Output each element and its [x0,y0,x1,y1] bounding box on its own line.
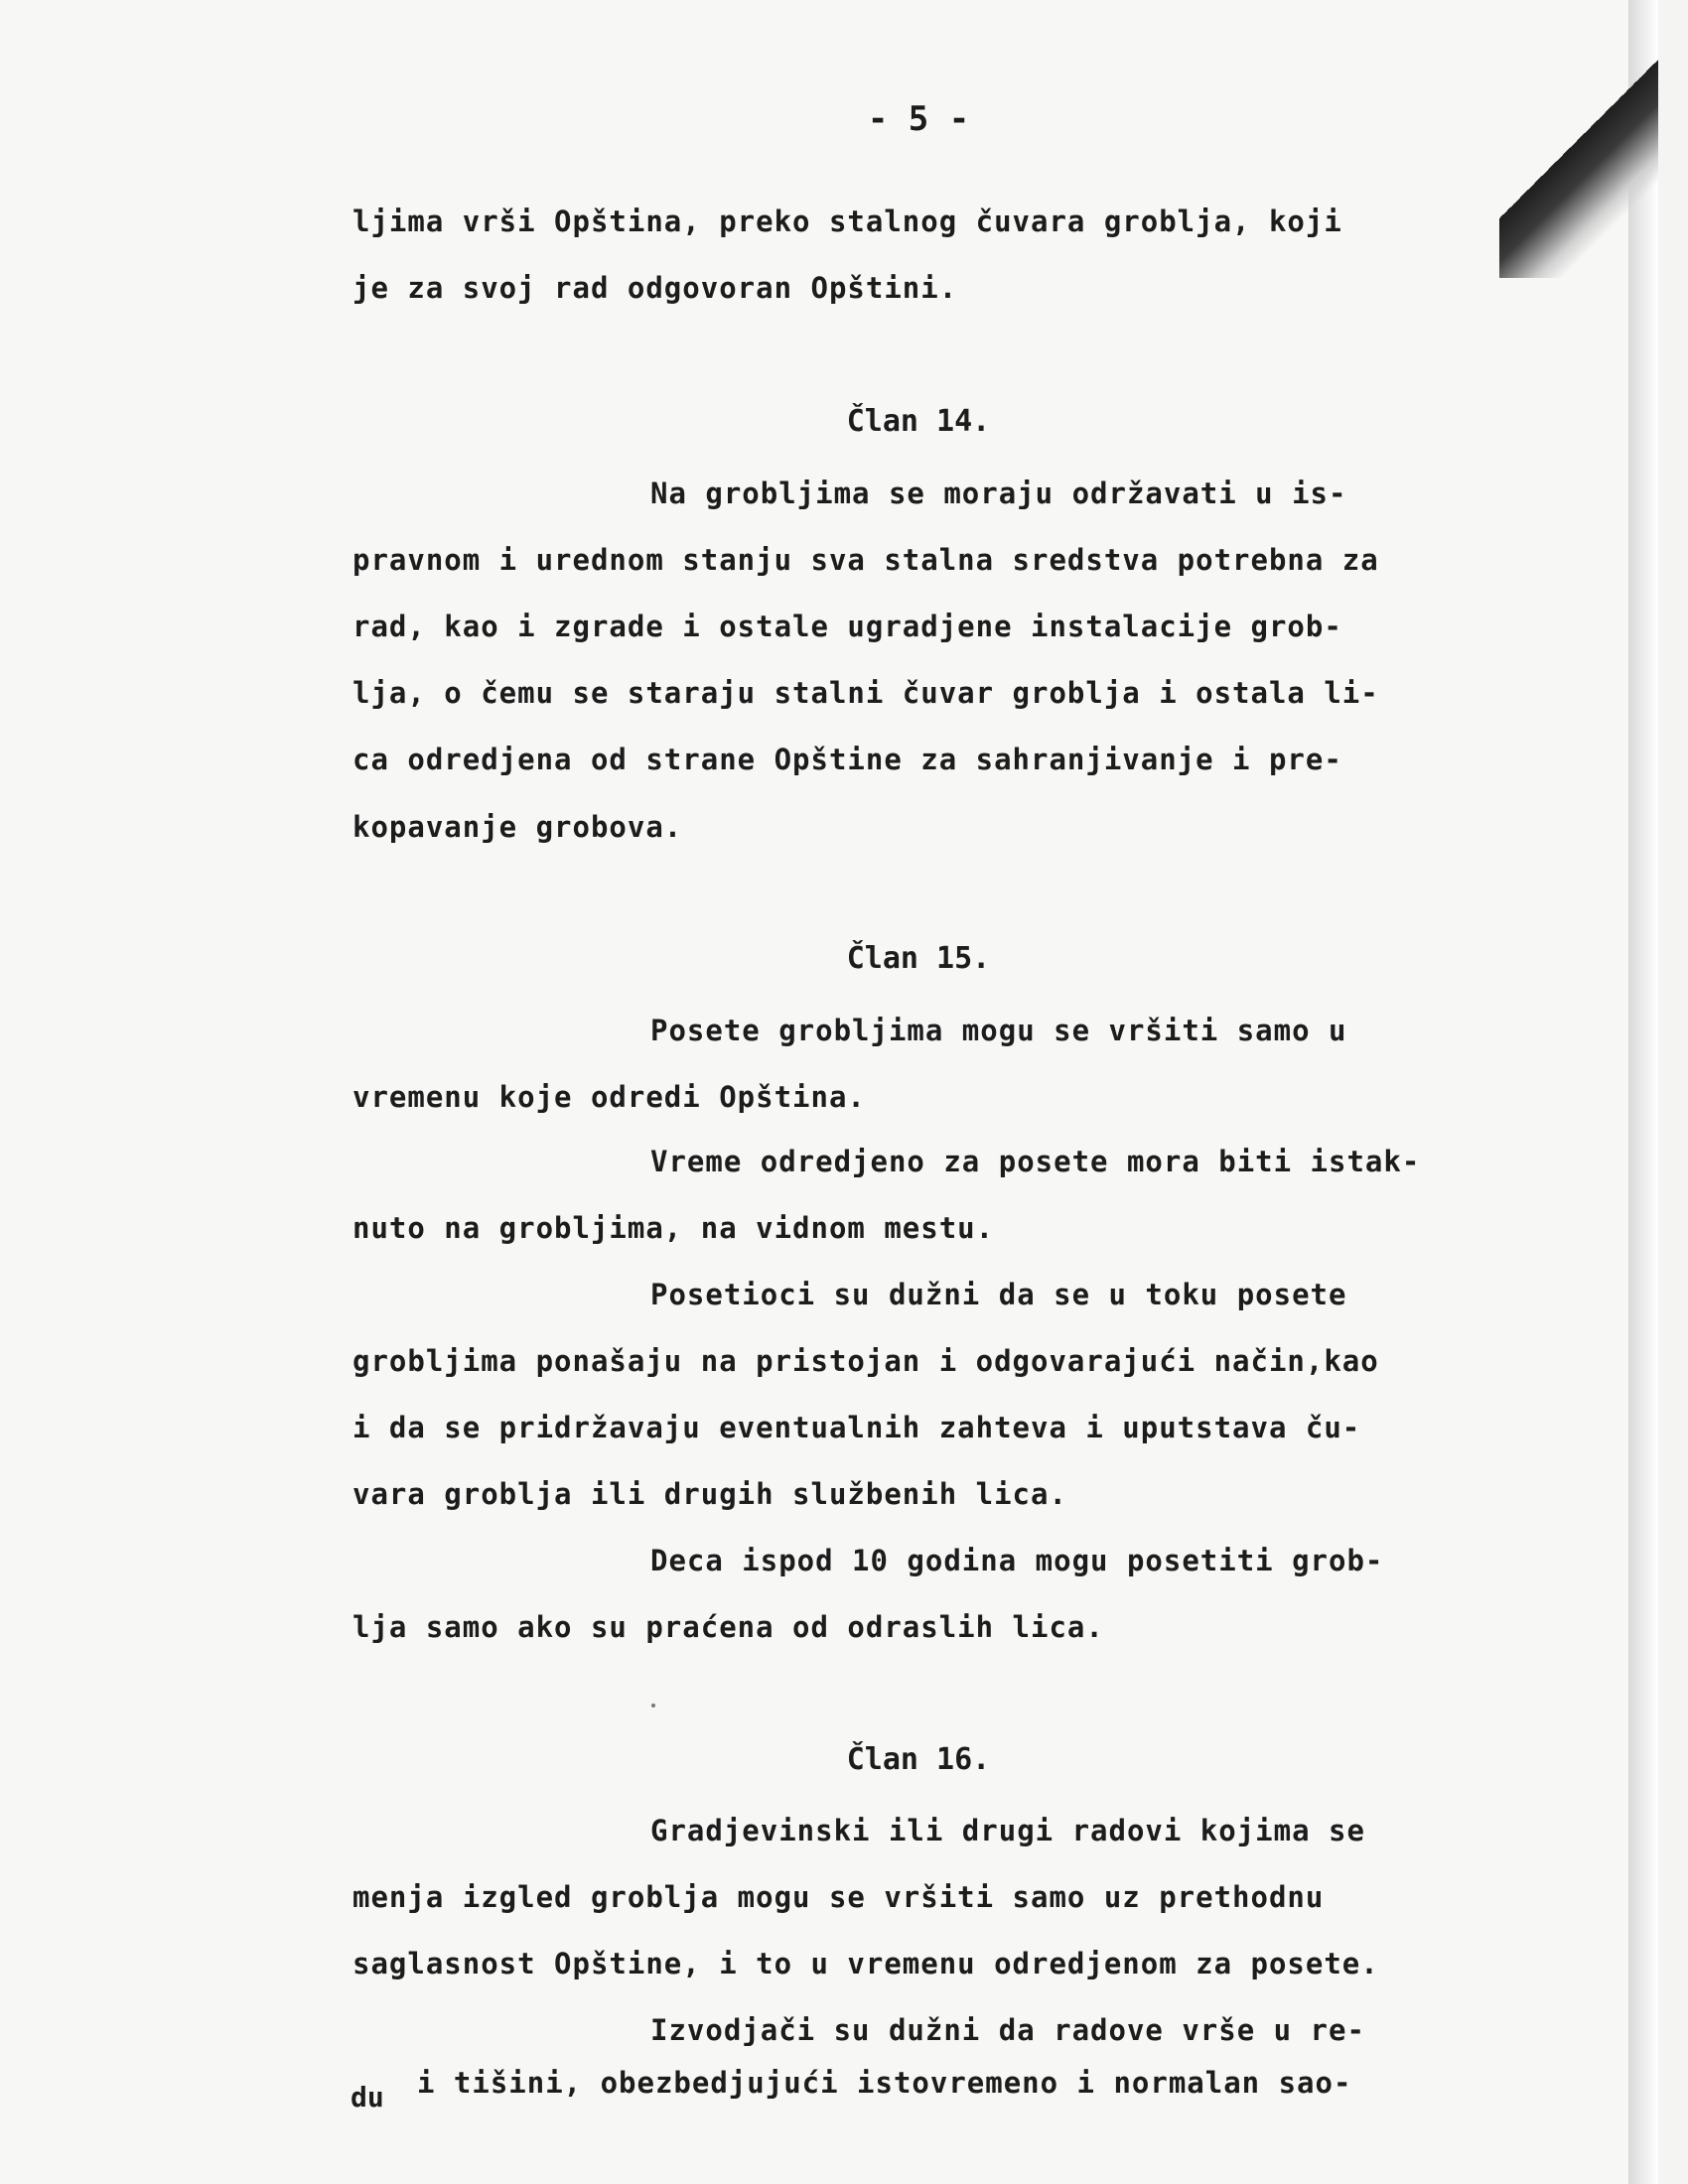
text-line: ca odredjena od strane Opštine za sahranjivanje i pre- [352,743,1342,776]
page-number: - 5 - [867,99,970,139]
text-line: nuto na grobljima, na vidnom mestu. [352,1211,995,1245]
text-line: i da se pridržavaju eventualnih zahteva i uputstava ču- [352,1411,1361,1444]
text-line: pravnom i urednom stanju sva stalna sredstva potrebna za [352,543,1379,577]
text-line: Vreme odredjeno za posete mora biti istak- [650,1145,1421,1178]
text-line: grobljima ponašaju na pristojan i odgovarajući način,kao [352,1344,1379,1378]
speck [651,1704,655,1707]
text-line: lja samo ako su praćena od odraslih lica. [352,1610,1104,1644]
article-heading-15: Član 15. [846,941,991,976]
text-line: Izvodjači su dužni da radove vrše u re- [650,2013,1365,2047]
text-line: Posetioci su dužni da se u toku posete [650,1278,1347,1311]
text-line: Na grobljima se moraju održavati u is- [650,477,1347,510]
page-edge [1628,0,1658,2184]
text-line: i tišini, obezbedjujući istovremeno i normalan sao- [417,2066,1352,2100]
text-line: kopavanje grobova. [352,810,683,844]
text-line: lja, o čemu se staraju stalni čuvar groblja i ostala li- [352,676,1379,710]
text-line: Deca ispod 10 godina mogu posetiti grob- [650,1544,1384,1577]
folded-corner-shadow [1499,0,1658,278]
text-line: saglasnost Opštine, i to u vremenu odredjenom za posete. [352,1947,1379,1980]
text-line: vremenu koje odredi Opština. [352,1080,866,1114]
text-line: rad, kao i zgrade i ostale ugradjene instalacije grob- [352,610,1342,643]
margin-fragment: du [351,2081,384,2114]
text-line: Posete grobljima mogu se vršiti samo u [650,1014,1347,1047]
article-heading-16: Član 16. [846,1742,991,1777]
text-line: Gradjevinski ili drugi radovi kojima se [650,1814,1365,1847]
article-heading-14: Član 14. [846,404,991,439]
text-line: vara groblja ili drugih službenih lica. [352,1477,1067,1511]
text-line: je za svoj rad odgovoran Opštini. [352,271,958,305]
text-line: menja izgled groblja mogu se vršiti samo uz prethodnu [352,1880,1325,1914]
text-line: ljima vrši Opština, preko stalnog čuvara groblja, koji [352,205,1342,238]
